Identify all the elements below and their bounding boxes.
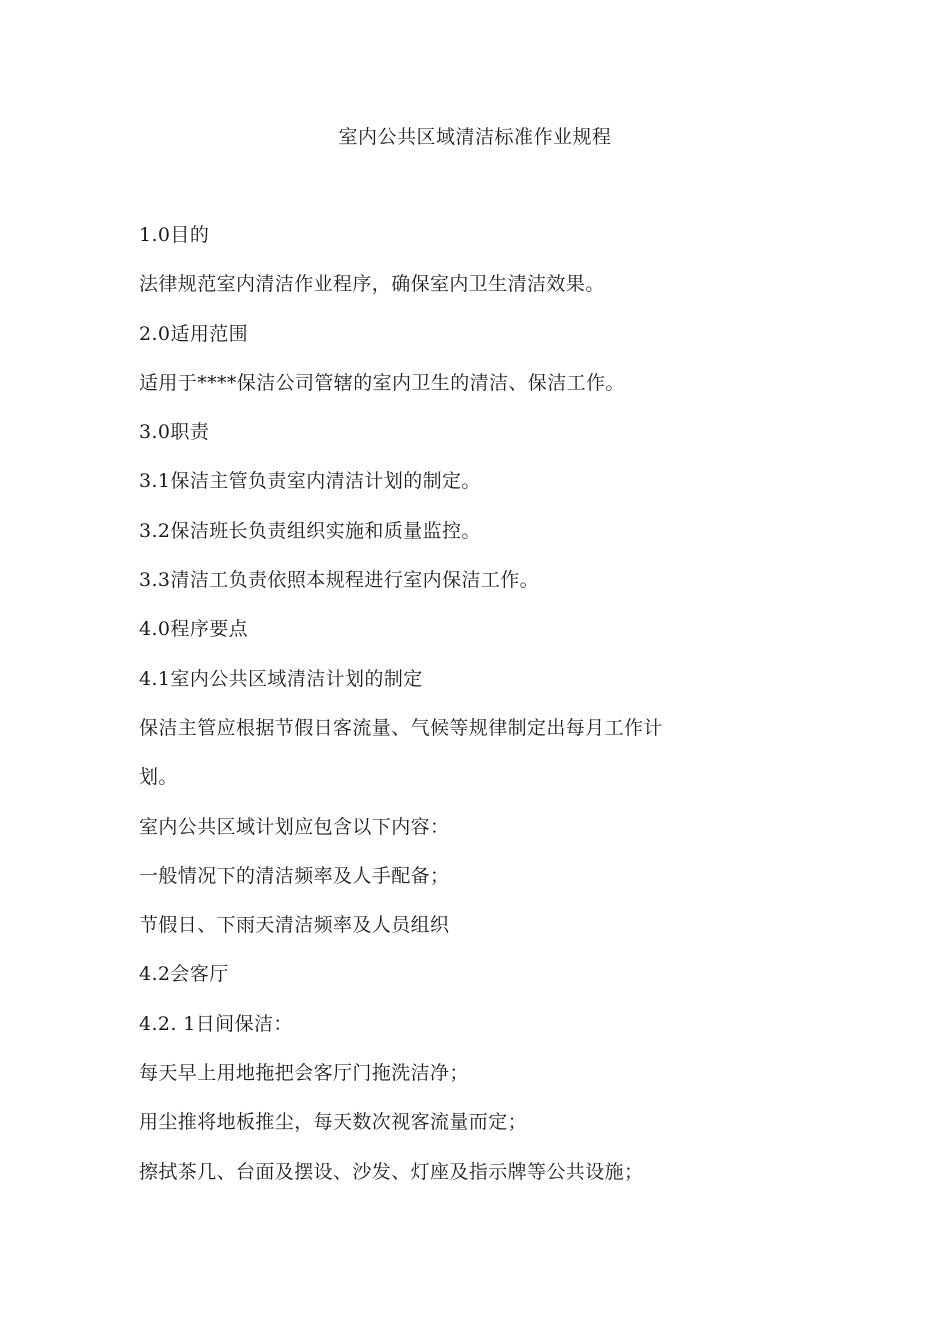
body-line: 4.0程序要点 bbox=[139, 618, 249, 641]
body-line: 室内公共区域计划应包含以下内容： bbox=[139, 815, 450, 838]
body-line: 用尘推将地板推尘，每天数次视客流量而定； bbox=[139, 1111, 528, 1134]
body-line: 3.0职责 bbox=[139, 421, 210, 444]
body-line: 每天早上用地拖把会客厅门拖洗洁净； bbox=[139, 1062, 469, 1085]
body-line: 划。 bbox=[139, 766, 178, 789]
body-line: 保洁主管应根据节假日客流量、气候等规律制定出每月工作计 bbox=[139, 716, 663, 739]
body-line: 适用于****保洁公司管辖的室内卫生的清洁、保洁工作。 bbox=[139, 371, 625, 394]
body-line: 节假日、下雨天清洁频率及人员组织 bbox=[139, 914, 450, 937]
body-line: 3.1保洁主管负责室内清洁计划的制定。 bbox=[139, 470, 481, 493]
body-line: 1.0目的 bbox=[139, 224, 210, 246]
document-body bbox=[139, 222, 699, 1208]
body-line: 4.2会客厅 bbox=[139, 963, 229, 986]
body-line: 4.2. 1日间保洁： bbox=[139, 1012, 293, 1035]
body-line: 法律规范室内清洁作业程序，确保室内卫生清洁效果。 bbox=[139, 273, 605, 296]
body-line: 3.3清洁工负责依照本规程进行室内保洁工作。 bbox=[139, 569, 540, 592]
body-line: 一般情况下的清洁频率及人手配备； bbox=[139, 864, 450, 887]
document-title: 室内公共区域清洁标准作业规程 bbox=[338, 126, 612, 148]
body-line: 4.1室内公共区域清洁计划的制定 bbox=[139, 667, 423, 690]
body-line: 2.0适用范围 bbox=[139, 322, 249, 345]
body-line: 擦拭茶几、台面及摆设、沙发、灯座及指示牌等公共设施； bbox=[139, 1160, 644, 1183]
body-line: 3.2保洁班长负责组织实施和质量监控。 bbox=[139, 519, 481, 542]
